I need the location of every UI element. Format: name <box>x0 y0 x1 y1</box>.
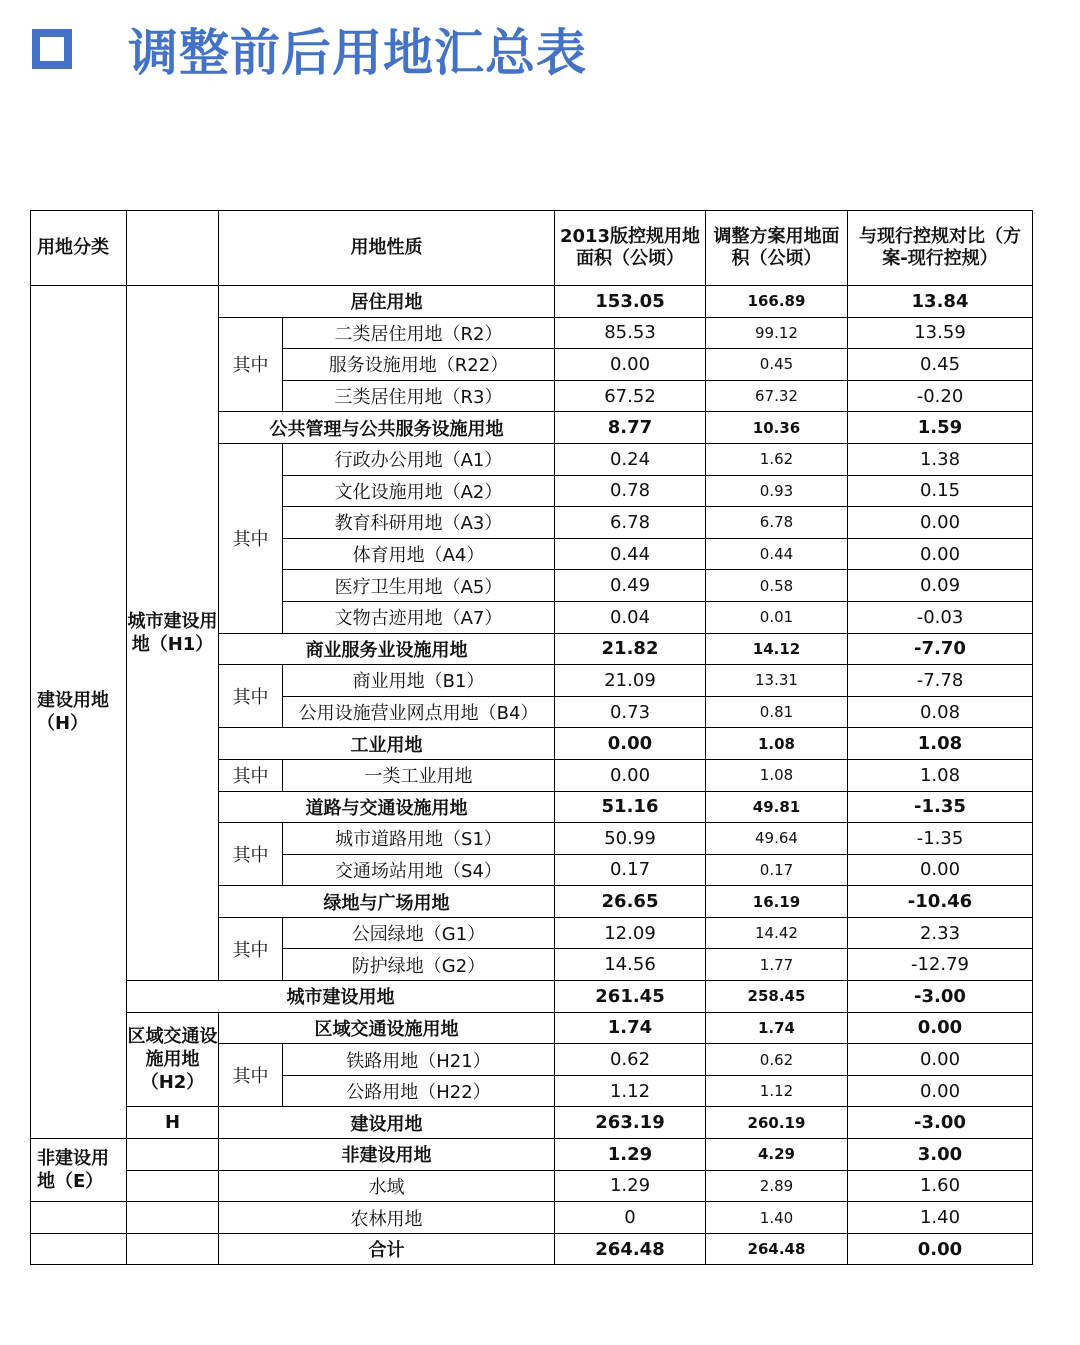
area-2013-value: 261.45 <box>555 981 706 1013</box>
diff-value: -1.35 <box>848 823 1033 855</box>
diff-value: 13.59 <box>848 317 1033 349</box>
land-use-name: 交通场站用地（S4） <box>283 854 555 886</box>
land-use-name: 公用设施营业网点用地（B4） <box>283 696 555 728</box>
qizhong-label: 其中 <box>219 823 283 886</box>
area-adjusted-value: 99.12 <box>706 317 848 349</box>
area-2013-value: 0.24 <box>555 443 706 475</box>
area-2013-value: 12.09 <box>555 917 706 949</box>
subcategory-empty-cell <box>127 1139 219 1171</box>
diff-value: 0.00 <box>848 854 1033 886</box>
area-adjusted-value: 16.19 <box>706 886 848 918</box>
diff-value: 1.08 <box>848 759 1033 791</box>
subcategory-empty-cell <box>127 1202 219 1234</box>
diff-value: 0.00 <box>848 1012 1033 1044</box>
diff-value: -10.46 <box>848 886 1033 918</box>
land-use-summary-table <box>30 210 1033 1265</box>
diff-value: 13.84 <box>848 286 1033 318</box>
area-2013-value: 0.78 <box>555 475 706 507</box>
area-adjusted-value: 0.81 <box>706 696 848 728</box>
area-adjusted-value: 1.62 <box>706 443 848 475</box>
table-row <box>31 286 1033 318</box>
area-adjusted-value: 1.77 <box>706 949 848 981</box>
land-use-name: 文物古迹用地（A7） <box>283 601 555 633</box>
table-row <box>31 1233 1033 1265</box>
land-use-name: 防护绿地（G2） <box>283 949 555 981</box>
land-use-name: 铁路用地（H21） <box>283 1044 555 1076</box>
area-adjusted-value: 1.08 <box>706 728 848 760</box>
qizhong-label: 其中 <box>219 759 283 791</box>
diff-value: -7.78 <box>848 665 1033 697</box>
land-use-name: 商业用地（B1） <box>283 665 555 697</box>
qizhong-label: 其中 <box>219 1044 283 1107</box>
land-use-name: 三类居住用地（R3） <box>283 380 555 412</box>
diff-value: 3.00 <box>848 1139 1033 1171</box>
diff-value: 0.00 <box>848 538 1033 570</box>
diff-value: 1.38 <box>848 443 1033 475</box>
area-2013-value: 0.00 <box>555 728 706 760</box>
land-use-name: 非建设用地 <box>219 1139 555 1171</box>
land-use-name: 一类工业用地 <box>283 759 555 791</box>
area-2013-value: 8.77 <box>555 412 706 444</box>
land-use-name: 建设用地 <box>219 1107 555 1139</box>
area-2013-value: 264.48 <box>555 1233 706 1265</box>
diff-value: 0.09 <box>848 570 1033 602</box>
area-2013-value: 0.73 <box>555 696 706 728</box>
header-area-2013: 2013版控规用地面积（公顷） <box>555 211 706 286</box>
header-area-adjusted: 调整方案用地面积（公顷） <box>706 211 848 286</box>
area-adjusted-value: 14.42 <box>706 917 848 949</box>
area-adjusted-value: 0.93 <box>706 475 848 507</box>
area-2013-value: 14.56 <box>555 949 706 981</box>
area-2013-value: 26.65 <box>555 886 706 918</box>
area-adjusted-value: 13.31 <box>706 665 848 697</box>
area-adjusted-value: 2.89 <box>706 1170 848 1202</box>
land-use-name: 城市建设用地 <box>127 981 555 1013</box>
qizhong-label: 其中 <box>219 443 283 633</box>
area-adjusted-value: 0.45 <box>706 349 848 381</box>
diff-value: 0.00 <box>848 1233 1033 1265</box>
subcategory-regional-transport: 区域交通设施用地（H2） <box>127 1012 219 1107</box>
area-2013-value: 1.29 <box>555 1139 706 1171</box>
qizhong-label: 其中 <box>219 665 283 728</box>
table-row <box>31 981 1033 1013</box>
area-2013-value: 67.52 <box>555 380 706 412</box>
area-adjusted-value: 0.58 <box>706 570 848 602</box>
diff-value: -7.70 <box>848 633 1033 665</box>
category-empty-cell <box>31 1202 127 1234</box>
area-adjusted-value: 67.32 <box>706 380 848 412</box>
land-use-name: 绿地与广场用地 <box>219 886 555 918</box>
area-adjusted-value: 4.29 <box>706 1139 848 1171</box>
diff-value: 0.15 <box>848 475 1033 507</box>
area-2013-value: 0.44 <box>555 538 706 570</box>
area-2013-value: 85.53 <box>555 317 706 349</box>
area-2013-value: 0.04 <box>555 601 706 633</box>
land-use-name: 医疗卫生用地（A5） <box>283 570 555 602</box>
area-2013-value: 1.29 <box>555 1170 706 1202</box>
land-use-name: 公园绿地（G1） <box>283 917 555 949</box>
area-adjusted-value: 14.12 <box>706 633 848 665</box>
header-row <box>31 211 1033 286</box>
area-2013-value: 0.00 <box>555 349 706 381</box>
area-adjusted-value: 0.01 <box>706 601 848 633</box>
area-2013-value: 0.17 <box>555 854 706 886</box>
area-adjusted-value: 1.12 <box>706 1075 848 1107</box>
category-empty-cell <box>31 1233 127 1265</box>
land-use-name: 居住用地 <box>219 286 555 318</box>
diff-value: -1.35 <box>848 791 1033 823</box>
land-use-name: 体育用地（A4） <box>283 538 555 570</box>
area-adjusted-value: 0.17 <box>706 854 848 886</box>
square-bullet-icon <box>32 29 72 69</box>
area-adjusted-value: 260.19 <box>706 1107 848 1139</box>
area-2013-value: 0 <box>555 1202 706 1234</box>
area-adjusted-value: 264.48 <box>706 1233 848 1265</box>
diff-value: 1.59 <box>848 412 1033 444</box>
diff-value: 1.40 <box>848 1202 1033 1234</box>
area-adjusted-value: 49.64 <box>706 823 848 855</box>
diff-value: 0.00 <box>848 1075 1033 1107</box>
area-2013-value: 51.16 <box>555 791 706 823</box>
land-use-name: 二类居住用地（R2） <box>283 317 555 349</box>
area-adjusted-value: 49.81 <box>706 791 848 823</box>
area-2013-value: 263.19 <box>555 1107 706 1139</box>
diff-value: -3.00 <box>848 1107 1033 1139</box>
subcategory-h-code: H <box>127 1107 219 1139</box>
header-category: 用地分类 <box>31 211 127 286</box>
table-row <box>31 1012 1033 1044</box>
subcategory-urban-construction: 城市建设用地（H1） <box>127 286 219 981</box>
diff-value: -12.79 <box>848 949 1033 981</box>
land-use-name: 道路与交通设施用地 <box>219 791 555 823</box>
diff-value: 0.00 <box>848 1044 1033 1076</box>
area-adjusted-value: 1.08 <box>706 759 848 791</box>
diff-value: 1.60 <box>848 1170 1033 1202</box>
area-adjusted-value: 0.62 <box>706 1044 848 1076</box>
diff-value: 0.00 <box>848 507 1033 539</box>
header-diff: 与现行控规对比（方案-现行控规） <box>848 211 1033 286</box>
diff-value: -0.20 <box>848 380 1033 412</box>
land-use-name: 服务设施用地（R22） <box>283 349 555 381</box>
table-row <box>31 1107 1033 1139</box>
land-use-name: 公路用地（H22） <box>283 1075 555 1107</box>
land-use-name: 教育科研用地（A3） <box>283 507 555 539</box>
diff-value: 0.08 <box>848 696 1033 728</box>
land-use-name: 区域交通设施用地 <box>219 1012 555 1044</box>
category-non-construction-land: 非建设用地（E） <box>31 1139 127 1202</box>
area-adjusted-value: 10.36 <box>706 412 848 444</box>
table-row <box>31 1202 1033 1234</box>
area-adjusted-value: 6.78 <box>706 507 848 539</box>
land-use-name: 水域 <box>219 1170 555 1202</box>
land-use-name: 商业服务业设施用地 <box>219 633 555 665</box>
area-2013-value: 0.49 <box>555 570 706 602</box>
land-use-name: 工业用地 <box>219 728 555 760</box>
category-construction-land: 建设用地（H） <box>31 286 127 1139</box>
area-2013-value: 50.99 <box>555 823 706 855</box>
table-row <box>31 1139 1033 1171</box>
diff-value: -3.00 <box>848 981 1033 1013</box>
area-2013-value: 21.82 <box>555 633 706 665</box>
subcategory-empty-cell <box>127 1170 219 1202</box>
diff-value: -0.03 <box>848 601 1033 633</box>
qizhong-label: 其中 <box>219 317 283 412</box>
area-2013-value: 6.78 <box>555 507 706 539</box>
area-adjusted-value: 1.74 <box>706 1012 848 1044</box>
area-2013-value: 1.12 <box>555 1075 706 1107</box>
qizhong-label: 其中 <box>219 917 283 980</box>
header-empty <box>127 211 219 286</box>
header-nature: 用地性质 <box>219 211 555 286</box>
land-use-name: 文化设施用地（A2） <box>283 475 555 507</box>
land-use-name: 合计 <box>219 1233 555 1265</box>
area-2013-value: 1.74 <box>555 1012 706 1044</box>
diff-value: 0.45 <box>848 349 1033 381</box>
page-title <box>32 14 587 84</box>
diff-value: 2.33 <box>848 917 1033 949</box>
subcategory-empty-cell <box>127 1233 219 1265</box>
area-adjusted-value: 258.45 <box>706 981 848 1013</box>
land-use-name: 城市道路用地（S1） <box>283 823 555 855</box>
land-use-name: 行政办公用地（A1） <box>283 443 555 475</box>
area-adjusted-value: 166.89 <box>706 286 848 318</box>
area-2013-value: 21.09 <box>555 665 706 697</box>
title-text: 调整前后用地汇总表 <box>128 24 587 82</box>
land-use-name: 农林用地 <box>219 1202 555 1234</box>
area-adjusted-value: 0.44 <box>706 538 848 570</box>
area-2013-value: 0.62 <box>555 1044 706 1076</box>
land-use-name: 公共管理与公共服务设施用地 <box>219 412 555 444</box>
area-2013-value: 0.00 <box>555 759 706 791</box>
table-row <box>31 1170 1033 1202</box>
area-adjusted-value: 1.40 <box>706 1202 848 1234</box>
area-2013-value: 153.05 <box>555 286 706 318</box>
diff-value: 1.08 <box>848 728 1033 760</box>
